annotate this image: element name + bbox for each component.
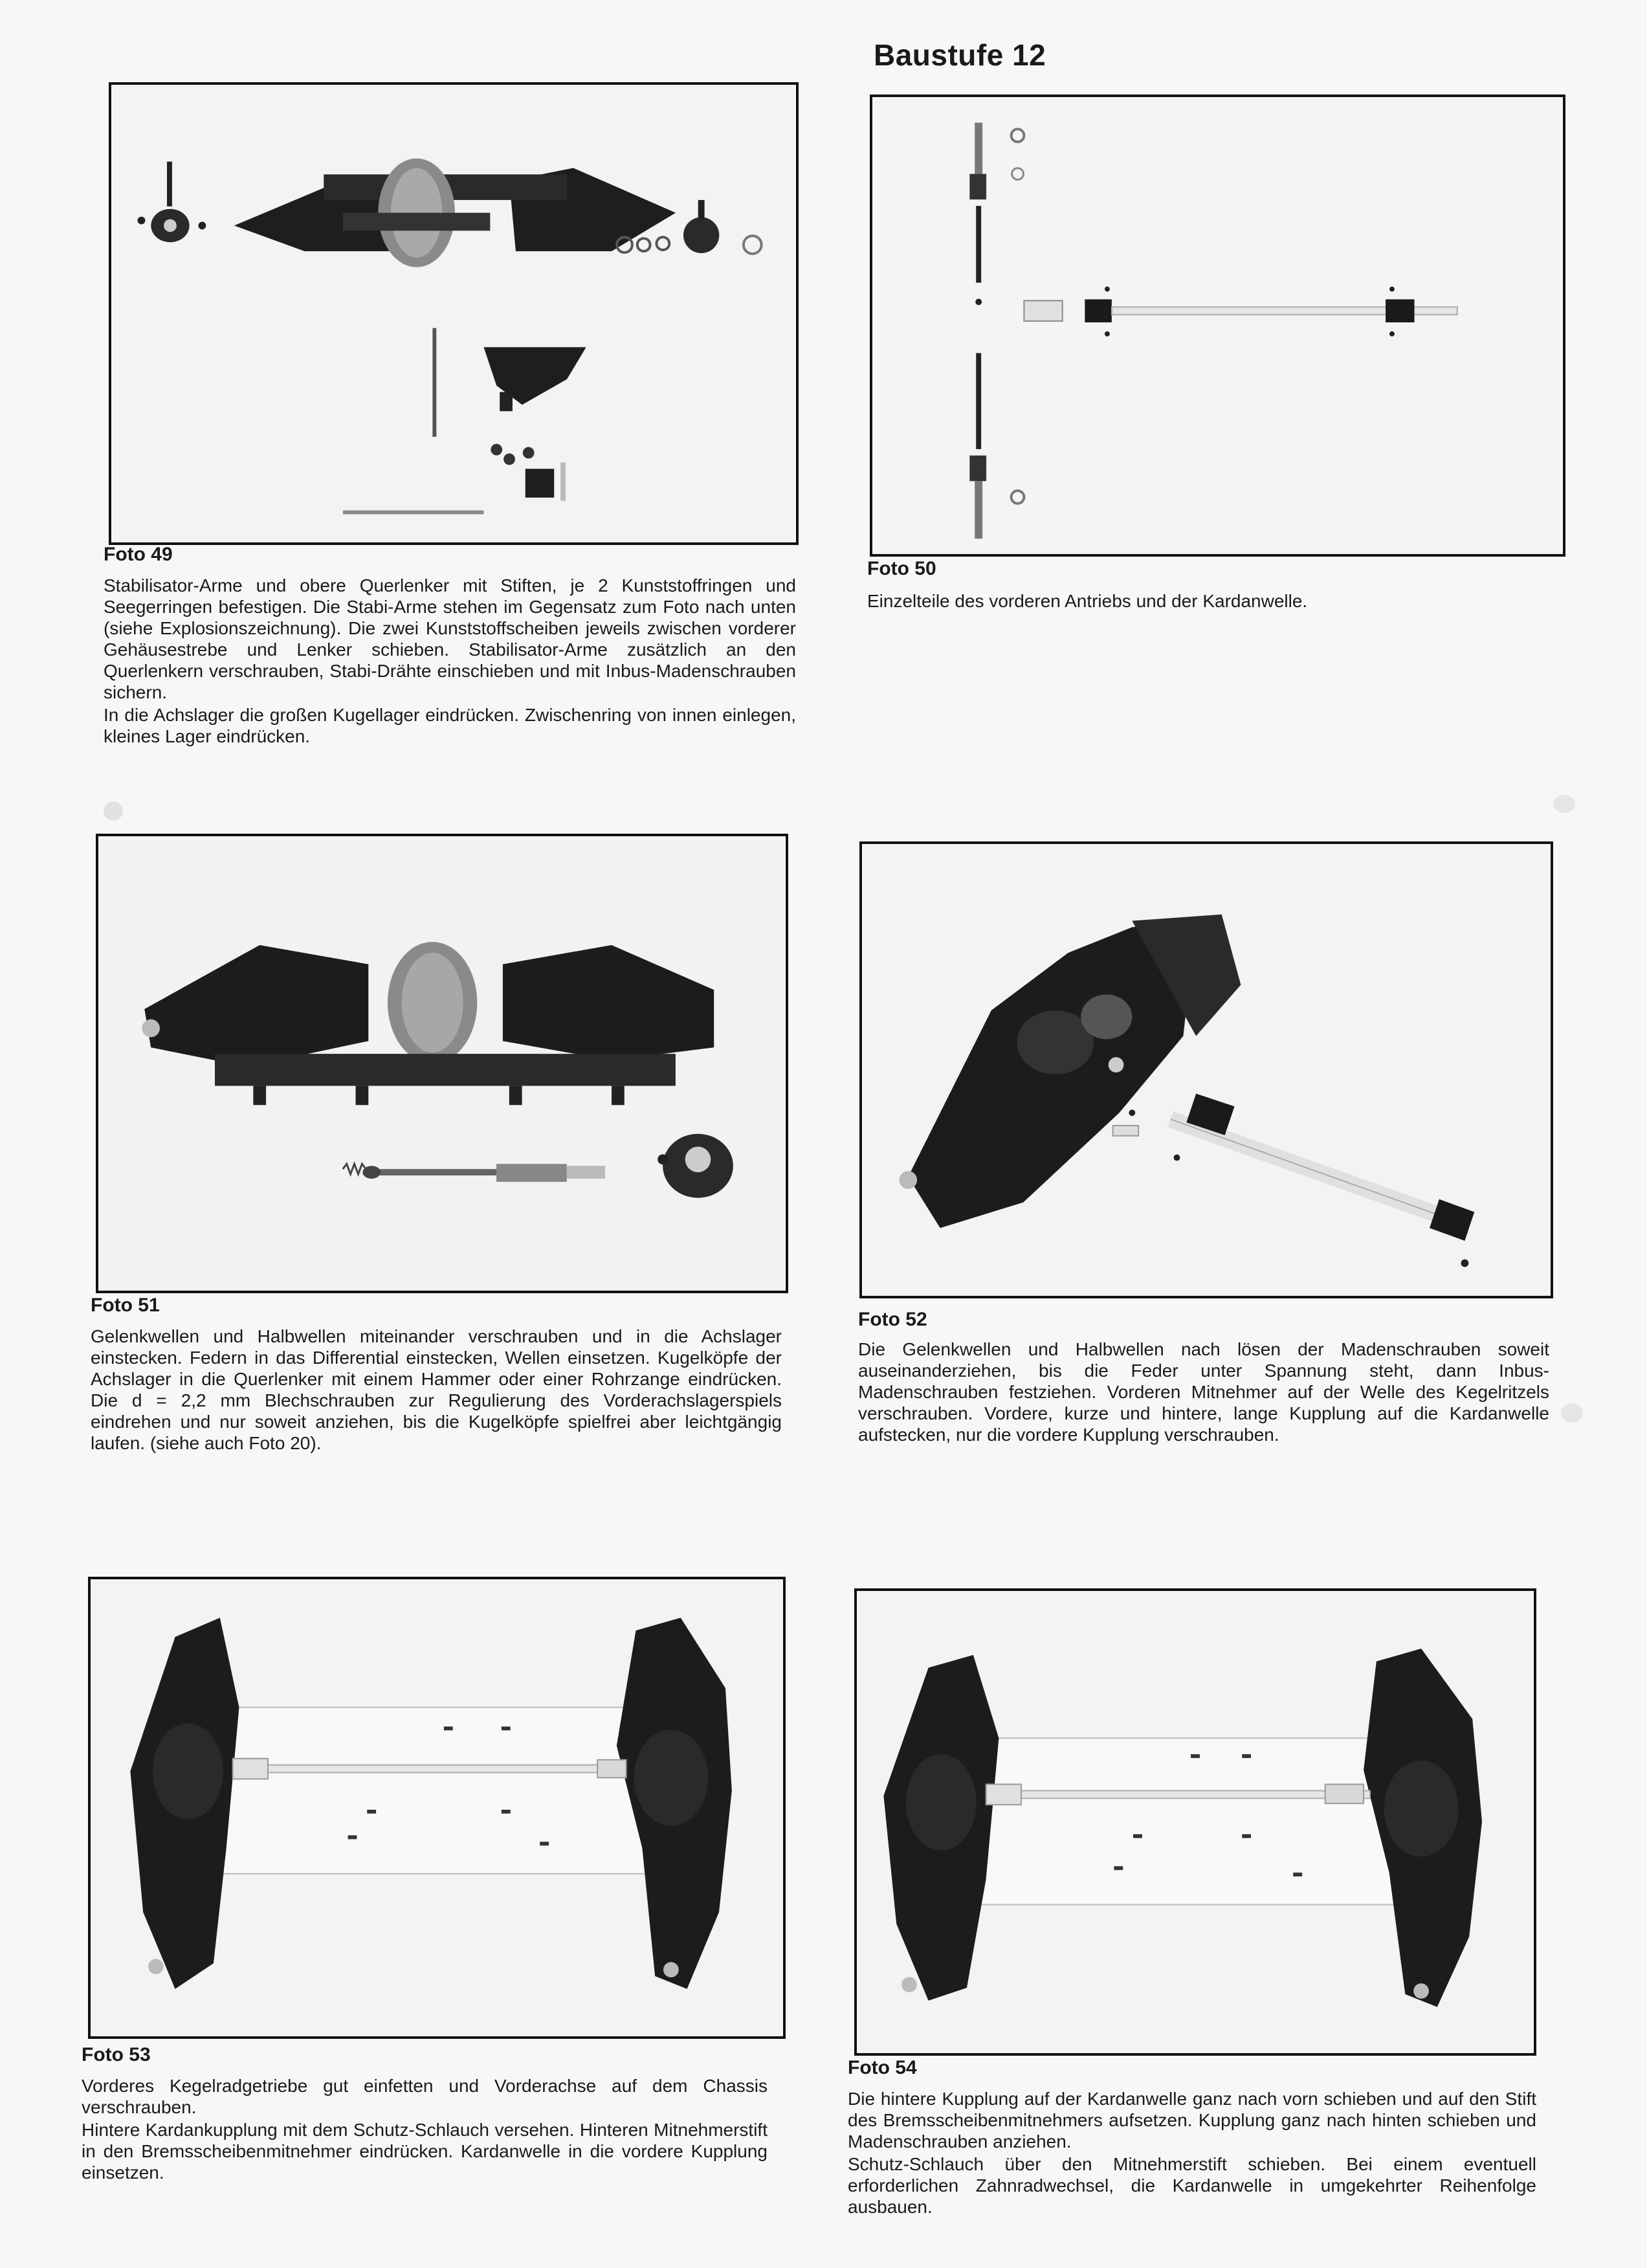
caption-paragraph: Stabilisator-Arme und obere Querlenker mit Stiften, je 2 Kunststoffringen und Seegerringen befestigen. Die Stabi-Arme stehen im Gegensatz zum Foto nach unten (siehe Explosionszeichnung). Die zwei Kunststoffscheiben jeweils zwischen vorderer Gehäusestrebe und Lenker schieben. Stabilisator-Arme zusätzlich an den Querlenkern verschrauben, Stabi-Drähte einschieben und mit Inbus-Madenschrauben sichern. <box>104 575 796 702</box>
caption-paragraph: Schutz-Schlauch über den Mitnehmerstift schieben. Bei einem eventuell erforderlichen Zahnradwechsel, die Kardanwelle in umgekehrter Reihenfolge ausbauen. <box>848 2154 1536 2217</box>
binder-mark <box>1553 795 1575 813</box>
photo-49-caption <box>104 575 796 748</box>
photo-52-label: Foto 52 <box>858 1309 927 1330</box>
photo-53 <box>88 1577 786 2039</box>
photo-52-assembly-illustration <box>862 844 1551 1296</box>
photo-53-label: Foto 53 <box>82 2044 151 2065</box>
caption-paragraph: Gelenkwellen und Halbwellen miteinander verschrauben und in die Achslager einstecken. Federn in das Differential einstecken, Wellen einsetzen. Kugelköpfe der Achslager in die Querlenker mit einem Hammer oder einer Rohrzange eindrücken. Die d = 2,2 mm Blechschrauben zur Regulierung des Vorderachslagerspiels eindrehen und nur soweit anziehen, bis die Kugelköpfe spielfrei aber leichtgängig laufen. (siehe auch Foto 20). <box>91 1326 782 1453</box>
page-title: Baustufe 12 <box>874 38 1046 72</box>
photo-53-caption <box>82 2075 768 2185</box>
photo-49-label: Foto 49 <box>104 544 173 565</box>
photo-54 <box>854 1588 1536 2056</box>
photo-54-chassis-illustration <box>857 1591 1534 2053</box>
photo-50-caption <box>867 590 1566 613</box>
photo-50-parts-illustration <box>872 97 1563 554</box>
photo-51-caption <box>91 1326 782 1455</box>
caption-paragraph: In die Achslager die großen Kugellager eindrücken. Zwischenring von innen einlegen, kleines Lager eindrücken. <box>104 705 796 746</box>
caption-paragraph: Einzelteile des vorderen Antriebs und der Kardanwelle. <box>867 591 1308 611</box>
photo-54-label: Foto 54 <box>848 2057 917 2078</box>
photo-49-parts-illustration <box>111 85 796 542</box>
binder-mark <box>1561 1403 1583 1423</box>
caption-paragraph: Die Gelenkwellen und Halbwellen nach lösen der Madenschrauben soweit auseinanderziehen, bis die Feder unter Spannung steht, dann Inbus-Madenschrauben festziehen. Vorderen Mitnehmer auf der Welle des Kegelritzels verschrauben. Vordere, kurze und hintere, lange Kupplung auf die Kardanwelle aufstecken, nur die vordere Kupplung verschrauben. <box>858 1339 1549 1445</box>
photo-51-label: Foto 51 <box>91 1295 160 1316</box>
photo-50-label: Foto 50 <box>867 558 936 579</box>
photo-54-caption <box>848 2088 1536 2219</box>
photo-51-assembly-illustration <box>98 836 786 1291</box>
photo-53-chassis-illustration <box>91 1579 783 2036</box>
caption-paragraph: Die hintere Kupplung auf der Kardanwelle ganz nach vorn schieben und auf den Stift des Bremsscheibenmitnehmers aufsetzen. Kupplung ganz nach hinten schieben und Madenschrauben anziehen. <box>848 2089 1536 2151</box>
photo-49 <box>109 82 799 545</box>
binder-mark <box>104 801 123 821</box>
caption-paragraph: Hintere Kardankupplung mit dem Schutz-Schlauch versehen. Hinteren Mitnehmerstift in den Bremsscheibenmitnehmer eindrücken. Kardanwelle in die vordere Kupplung einsetzen. <box>82 2120 768 2183</box>
photo-50 <box>870 94 1565 557</box>
caption-paragraph: Vorderes Kegelradgetriebe gut einfetten und Vorderachse auf dem Chassis verschrauben. <box>82 2076 768 2117</box>
photo-51 <box>96 834 788 1293</box>
photo-52 <box>859 841 1553 1298</box>
photo-52-caption <box>858 1339 1549 1447</box>
